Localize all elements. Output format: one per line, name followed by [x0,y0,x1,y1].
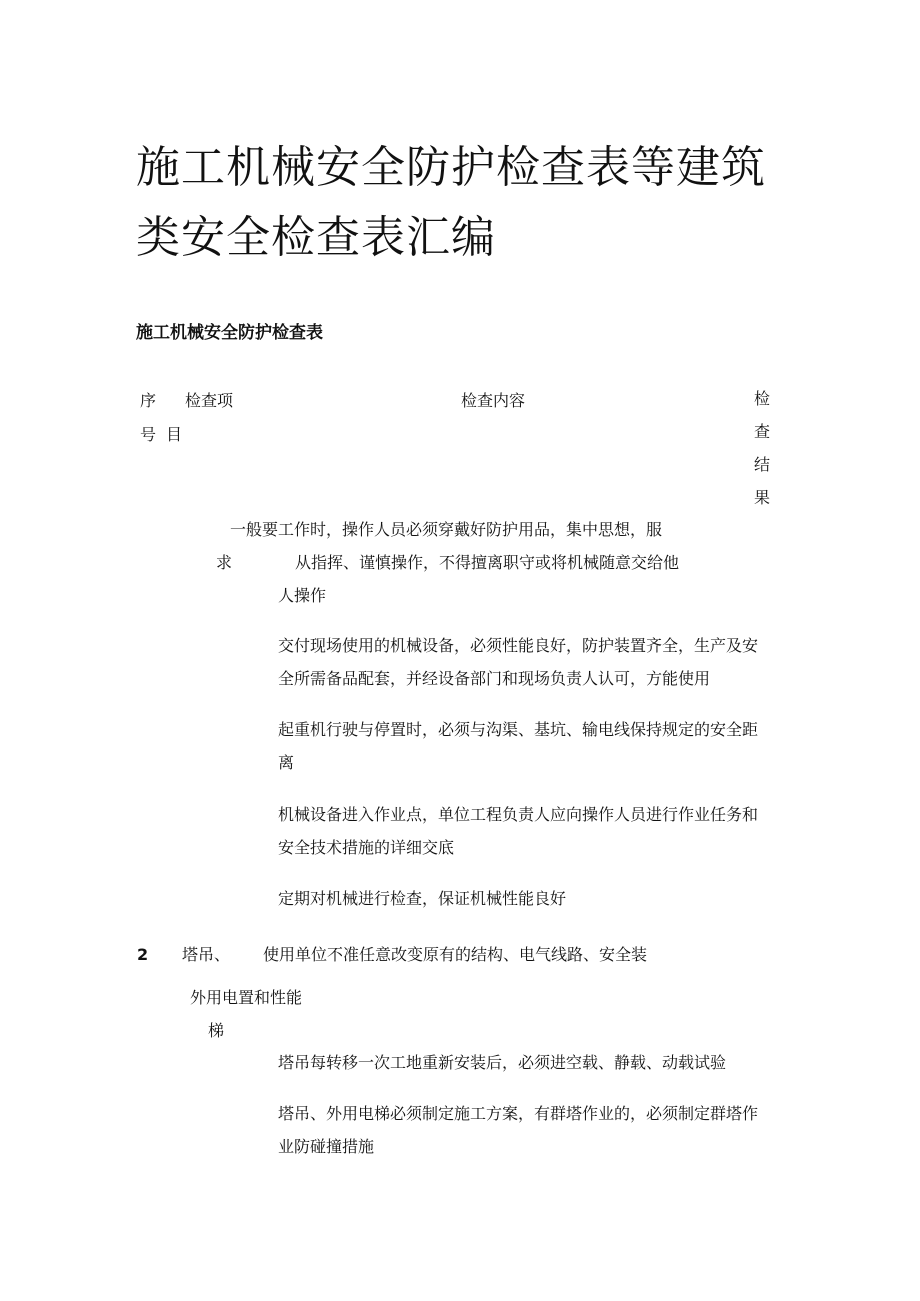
header-result-char: 结 [754,455,771,474]
header-item-part2: 目 [166,425,183,444]
row-content-line: 置和性能 [238,988,303,1007]
group-item-label-part2: 外用电 [190,988,239,1007]
header-seq-part1: 序 [140,391,157,410]
row-content-line: 机械设备进入作业点，单位工程负责人应向操作人员进行作业任务和 [278,805,759,824]
row-content-line: 离 [278,753,295,772]
document-title-line-2: 类安全检查表汇编 [136,212,496,263]
row-content-line: 人操作 [278,586,327,605]
row-content-line: 塔吊每转移一次工地重新安装后，必须进空载、静载、动载试验 [278,1053,727,1072]
row-content-line: 工作时，操作人员必须穿戴好防护用品，集中思想，服 [278,520,663,539]
header-seq-part2: 号 [140,425,157,444]
header-result-char: 查 [754,422,771,441]
row-content-line: 塔吊、外用电梯必须制定施工方案，有群塔作业的，必须制定群塔作 [278,1104,759,1123]
row-content-line: 使用单位不准任意改变原有的结构、电气线路、安全装 [263,945,648,964]
group-item-label-part1: 塔吊、 [182,945,231,964]
header-item-part1: 检查项 [185,391,234,410]
group-item-label-part3: 梯 [208,1021,225,1040]
group-item-label-part2: 求 [216,553,233,572]
row-content-line: 定期对机械进行检查，保证机械性能良好 [278,889,567,908]
group-seq-number: 2 [137,945,149,964]
header-result-char: 检 [754,389,771,408]
table-title: 施工机械安全防护检查表 [136,323,323,343]
row-content-line: 全所需备品配套，并经设备部门和现场负责人认可，方能使用 [278,669,711,688]
row-content-line: 从指挥、谨慎操作，不得擅离职守或将机械随意交给他 [295,553,680,572]
row-content-line: 业防碰撞措施 [278,1137,375,1156]
row-content-line: 起重机行驶与停置时，必须与沟渠、基坑、输电线保持规定的安全距 [278,720,759,739]
header-result-char: 果 [754,488,771,507]
row-content-line: 安全技术措施的详细交底 [278,838,455,857]
row-content-line: 交付现场使用的机械设备，必须性能良好，防护装置齐全，生产及安 [278,636,759,655]
header-content: 检查内容 [461,391,526,410]
document-title-line-1: 施工机械安全防护检查表等建筑 [136,142,766,193]
group-item-label-part1: 一般要 [230,520,279,539]
